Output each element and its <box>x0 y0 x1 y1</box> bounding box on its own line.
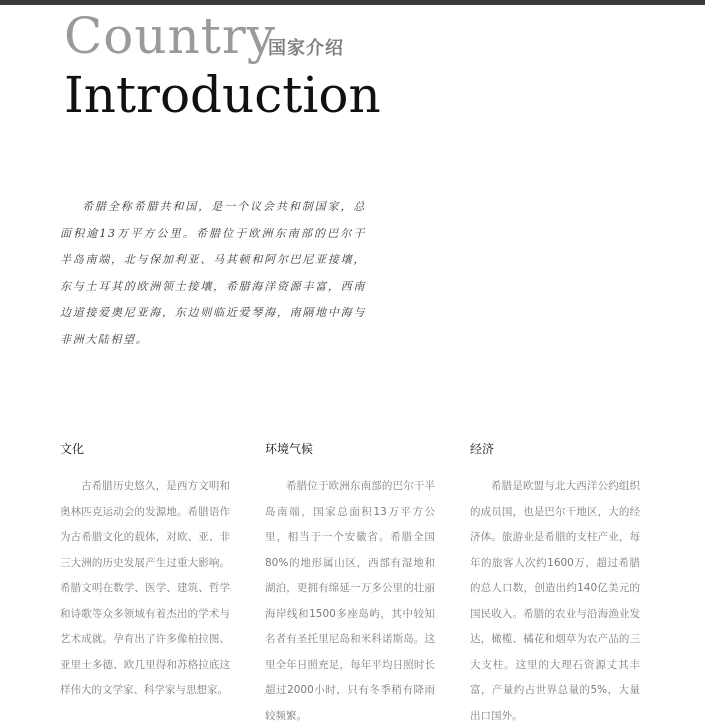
heading-culture: 文化 <box>60 442 85 456</box>
text-culture: 古希腊历史悠久，是西方文明和奥林匹克运动会的发源地。希腊语作为古希腊文化的载体，对欧、亚、非三大洲的历史发展产生过重大影响。希腊文明在数学、医学、建筑、哲学和诗歌等众多领域有着杰出的学术与艺术成就。孕育出了许多像柏拉图、亚里士多德、欧几里得和苏格拉底这样伟大的文学家、科学家与思想家。 <box>60 480 230 696</box>
title-introduction: Introduction <box>64 66 381 124</box>
title-country: Country <box>64 7 277 65</box>
top-bar <box>0 0 705 5</box>
text-economy: 希腊是欧盟与北大西洋公约组织的成员国，也是巴尔干地区，大的经济体。旅游业是希腊的支柱产业，每年的旅客人次约1600万，超过希腊的总人口数，创造出约140亿美元的国民收入。希腊的农业与沿海渔业发达，橄榄、橘花和烟草为农产品的三大支柱。这里的大理石资源丈其丰富，产量约占世界总量的5%，大量出口国外。 <box>470 480 640 722</box>
heading-climate: 环境气候 <box>265 442 314 456</box>
title-cn: 国家介绍 <box>268 38 344 59</box>
heading-economy: 经济 <box>470 442 495 456</box>
intro-paragraph: 希腊全称希腊共和国，是一个议会共和制国家，总面积逾13万平方公里。希腊位于欧洲东南部的巴尔干半岛南端，北与保加利亚、马其顿和阿尔巴尼亚接壤，东与土耳其的欧洲领土接壤，希腊海洋资源丰富，西南边道接爱奥尼亚海，东边则临近爱琴海，南隔地中海与非洲大陆相望。 <box>60 200 366 346</box>
text-climate: 希腊位于欧洲东南部的巴尔干半岛南端，国家总面积13万平方公里，相当于一个安徽省。希腊全国80%的地形属山区，西部有湿地和湖泊，更拥有绵延一万多公里的壮丽海岸线和1500多座岛屿，其中较知名者有圣托里尼岛和米科诺斯岛。这里全年日照充足，每年平均日照时长超过2000小时，只有冬季稍有降雨较频繁。 <box>265 480 435 722</box>
